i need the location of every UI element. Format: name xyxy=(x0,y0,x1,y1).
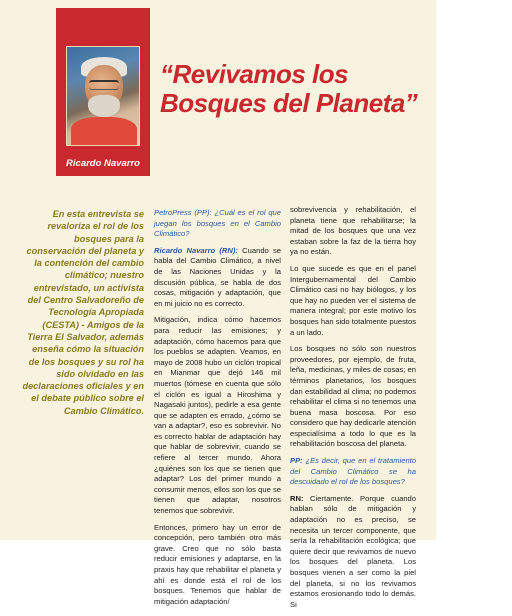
paragraph: Lo que sucede es que en el panel Intergubernamental del Cambio Climático casi no hay biólogos, y los que hay no pueden ver el sistema de manera integral; por este motivo los bosques han sido totalmente puestos a un lado. xyxy=(290,263,416,337)
author-photo-box xyxy=(56,8,150,176)
photo-beard xyxy=(88,95,120,117)
text-column-1 xyxy=(154,208,281,613)
question-1-speaker: PetroPress (PP): xyxy=(154,208,212,217)
question-2-speaker: PP: xyxy=(290,456,303,466)
author-photo xyxy=(66,46,140,146)
article-title: “Revivamos los Bosques del Planeta” xyxy=(160,59,418,118)
answer-2-speaker: RN: xyxy=(290,493,304,503)
photo-shirt xyxy=(71,117,137,146)
question-2-text: ¿Es decir, que en el tratamiento del Cambio Climático se ha descuidado el rol de los bosques? xyxy=(290,456,416,487)
photo-caption: Ricardo Navarro xyxy=(66,158,140,169)
paragraph: sobrevivencia y rehabilitación, el planeta tiene que rehabilitarse; la mitad de los bosques que una vez estaban sobre la faz de la tierra hoy ya no están. xyxy=(290,205,416,257)
question-1 xyxy=(154,208,281,240)
question-1-text: ¿Cuál es el rol que juegan los bosques en el Cambio Climático? xyxy=(154,208,281,239)
text-column-2 xyxy=(290,205,416,616)
paragraph: Los bosques no sólo son nuestros proveedores, por ejemplo, de fruta, leña, medicinas, y miles de cosas; en términos planetarios, los bosques dan estabilidad al clima; no podemos rehabilitar el clima si no tenemos una buena masa boscosa. Por eso considero que hay dedicarle atención especialísima a todo lo que es la rehabilitación boscosa del planeta. xyxy=(290,344,416,449)
paragraph: Entonces, primero hay un error de concepción, pero también otro más grave. Creo que no sólo basta reducir emisiones y adaptarse, en la praxis hay que rehabilitar el planeta y ahí es donde está el rol de los bosques. Tenemos que hablar de mitigación adaptación/ xyxy=(154,522,281,606)
answer-2 xyxy=(290,494,416,611)
paragraph: Mitigación, indica cómo hacemos para reducir las emisiones; y adaptación, cómo hacemos para que los pueblos se adapten. Veamos, en mayo de 2008 hubo un ciclón tropical en Mianmar que dejó 146 mil muertos (tómese en cuenta que sólo el ciclón es igual a Hiroshima y Nagasaki juntos), pedirle a esa gente que se adapten es errado, ¿cómo se van a adaptar?, eso es sobrevivir. No es correcto hablar de adaptación hay que hablar de sobrevivir, cuando se refiere al tercer mundo. Ahora ¿quiénes son los que se tienen que adaptar? Los del primer mundo a consumir menos, ellos son los que se tienen que adaptar, nosotros tenemos que sobrevivir. xyxy=(154,315,281,516)
answer-2-text: Ciertamente. Porque cuando hablan sólo de mitigación y adaptación no es preciso, se necesita un tercer componente, que sería la rehabilitación ecológica; que quiere decir que revivamos de nuevo los bosques del planeta. Los bosques vienen a ser como la piel del planeta, si no los revivamos estamos erosionando todo lo demás. Si xyxy=(290,493,416,609)
article-intro: En esta entrevista se revaloriza el rol de los bosques para la conservación del planeta y la contención del cambio climático; nuestro entrevistado, un activista del Centro Salvadoreño de Tecnología Apropiada (CESTA) - Amigos de la Tierra El Salvador, además enseña cómo la situación de los bosques y su rol ha sido olvidado en las declaraciones oficiales y en el debate público sobre el Cambio Climático. xyxy=(22,209,144,416)
question-2 xyxy=(290,456,416,488)
page-margin xyxy=(436,0,512,540)
photo-glasses xyxy=(89,80,119,90)
answer-1-text: Cuando se habla del Cambio Climático, a nivel de las Naciones Unidas y la discusión pública, se habla de dos cosas, mitigación y adaptación, que en mi juicio no es correcto. xyxy=(154,245,281,308)
answer-1 xyxy=(154,246,281,310)
answer-1-speaker: Ricardo Navarro (RN): xyxy=(154,245,238,255)
